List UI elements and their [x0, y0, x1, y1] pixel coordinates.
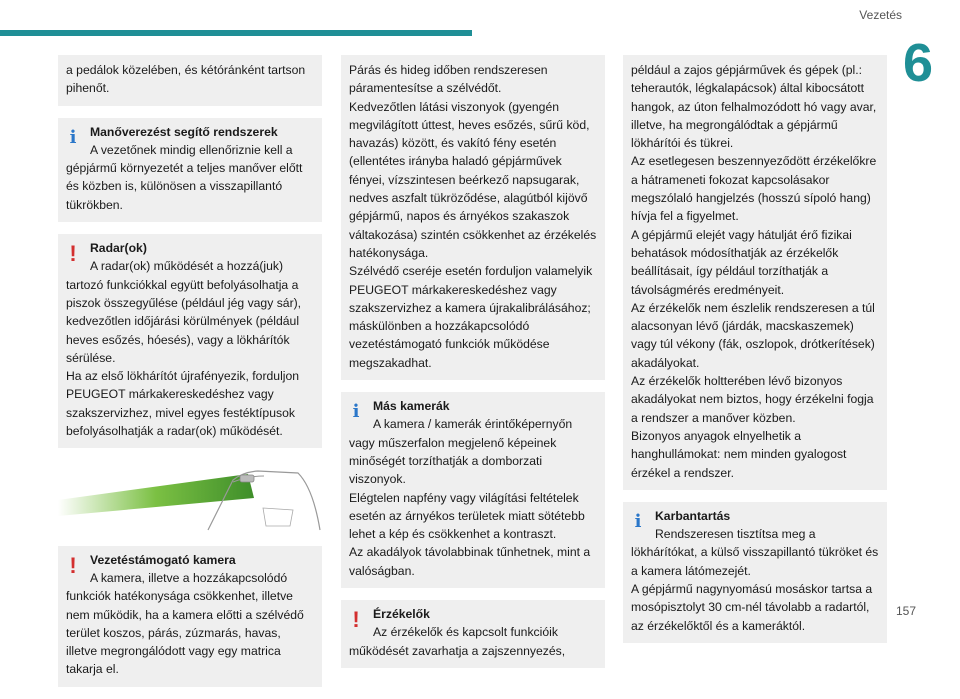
page-number: 157: [895, 604, 916, 618]
box-body: például a zajos gépjárművek és gépek (pl.: teherautók, légkalapácsok) által kibocsátott hangok, az úton felhalmozódott hó vagy avar, illetve, ha megrongálódtak a gépjármű lökhárítói és tükrei. Az esetlegesen beszennyeződött érzékelőkre a hátrameneti fokozat kapcsolásakor megszólaló hangjelzés (hosszú sípoló hang) hívja fel a figyelmet. A gépjármű elejét vagy hátulját érő fizikai behatások módosíthatják az érzékelők beállításait, így például torzíthatják a távolságmérés eredményeit. Az érzékelők nem észlelik rendszeresen a túl alacsonyan lévő (járdák, macskaszemek) vagy túl vékony (fák, oszlopok, drótkerítések) akadályokat. Az érzékelők holtterében lévő bizonyos akadályokat nem biztos, hogy érzékelni fogja a rendszer a manőver közben. Bizonyos anyagok elnyelhetik a hanghullámokat: nem minden gyalogost érzékel a rendszer.: [631, 63, 877, 480]
info-box-maintenance: [623, 502, 887, 643]
box-body: vagy műszerfalon megjelenő képeinek minőségét torzíthatják a domborzati viszonyok. Elégtelen napfény vagy világítási feltételek esetén az árnyékos területek miatt sötétebb lehet a kép és csökkenhet a kontraszt. Az akadályok távolabbinak tűnhetnek, mint a valóságban.: [349, 435, 591, 578]
box-body: Párás és hideg időben rendszeresen páramentesítse a szélvédőt. Kedvezőtlen látási viszonyok (gyengén megvilágított úttest, heves esőzés, sűrű köd, havazás) között, és vakító fény esetén (ellentétes irányba haladó gépjárművek fényei, vízszintesen beérkező napsugarak, nedves aszfalt tükröződése, alagútból kijövő gépjármű, napos és árnyékos szakaszok váltakozása) szintén csökkenhet az érzékelés hatékonysága. Szélvédő cseréje esetén forduljon valamelyik PEUGEOT márkakereskedéshez vagy szakszervizhez a kamera újrakalibrálásához; máskülönben a hozzákapcsolódó vezetéstámogató funkciók működése megszakadhat.: [349, 63, 597, 370]
camera-continued-box: [341, 55, 605, 380]
header-accent-bar: [0, 30, 472, 36]
column-2: [341, 55, 605, 680]
info-box-maneuver: [58, 118, 322, 222]
warning-box-radar: [58, 234, 322, 448]
warning-box-camera: [58, 546, 322, 687]
sensors-continued-box: [623, 55, 887, 490]
box-title: Manőverezést segítő rendszerek: [90, 124, 278, 139]
box-first-line: A radar(ok) működését a hozzá(juk): [90, 259, 284, 274]
box-first-line: A kamera / kamerák érintőképernyőn: [373, 417, 573, 432]
column-3: [623, 55, 887, 655]
box-body: működését zavarhatja a zajszennyezés,: [349, 643, 566, 658]
box-first-line: A kamera, illetve a hozzákapcsolódó: [90, 570, 288, 585]
box-body: gépjármű környezetét a teljes manőver előtt és közben is, különösen a visszapillantó tükrökben.: [66, 161, 303, 212]
box-title: Vezetéstámogató kamera: [90, 552, 236, 567]
box-body: lökhárítókat, a külső visszapillantó tükröket és a kamera látómezejét. A gépjármű nagynyomású mosáskor tartsa a mosópisztolyt 30 cm-nél távolabb a radartól, az érzékelőktől és a kameráktól.: [631, 545, 879, 633]
info-icon: i: [634, 510, 642, 532]
box-title: Radar(ok): [90, 241, 147, 256]
intro-text: a pedálok közelében, és kétóránként tartson pihenőt.: [66, 63, 306, 96]
box-title: Karbantartás: [655, 508, 731, 523]
warning-icon: !: [69, 552, 77, 578]
box-title: Más kamerák: [373, 399, 450, 414]
info-icon: i: [69, 126, 77, 148]
box-first-line: Az érzékelők és kapcsolt funkcióik: [373, 625, 558, 640]
info-icon: i: [352, 401, 360, 423]
box-body: funkciók hatékonysága csökkenhet, illetve nem működik, ha a kamera előtti a szélvédő terület koszos, párás, zúzmarás, havas, illetve megrongálódott vagy egy matrica takarja el.: [66, 589, 304, 677]
box-first-line: A vezetőnek mindig ellenőriznie kell a: [90, 142, 293, 157]
warning-box-sensors: [341, 600, 605, 668]
column-1: [58, 55, 322, 699]
chapter-number: 6: [903, 33, 934, 93]
warning-icon: !: [352, 607, 360, 633]
section-title: Vezetés: [859, 8, 902, 22]
box-title: Érzékelők: [373, 607, 430, 622]
windshield-camera-illustration: [58, 468, 322, 530]
box-body: tartozó funkciókkal együtt befolyásolhatja a piszok összegyűlése (például jég vagy sár), kedvezőtlen időjárási körülmények (például heves esőzés, hóesés), vagy a lökhárítók sérülése. Ha az első lökhárítót újrafényezik, forduljon PEUGEOT márkakereskedéshez vagy szakszervizhez, mivel egyes festéktípusok befolyásolhatják a radar(ok) működését.: [66, 277, 302, 439]
warning-icon: !: [69, 241, 77, 267]
intro-box: [58, 55, 322, 106]
info-box-other-cameras: [341, 392, 605, 588]
box-first-line: Rendszeresen tisztítsa meg a: [655, 527, 816, 542]
